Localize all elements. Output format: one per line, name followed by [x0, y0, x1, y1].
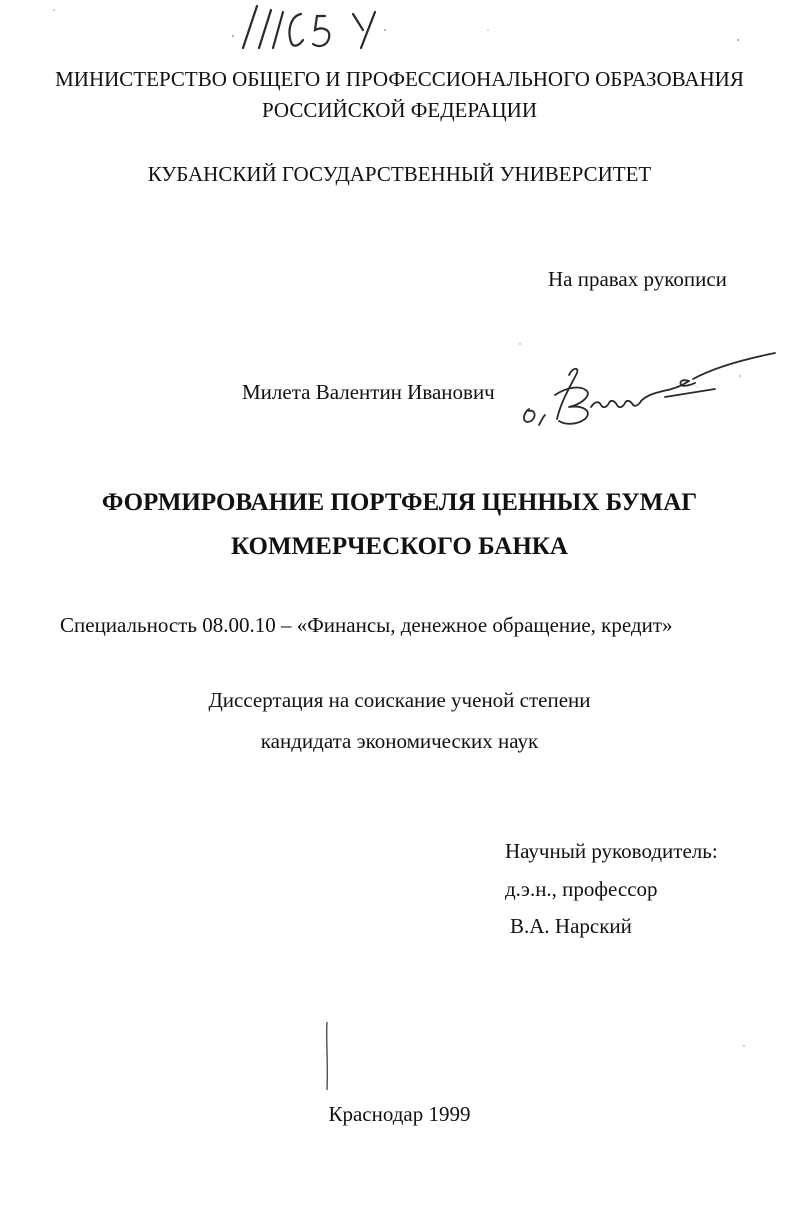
university-name: КУБАНСКИЙ ГОСУДАРСТВЕННЫЙ УНИВЕРСИТЕТ [147, 162, 652, 186]
specialty: Специальность 08.00.10 – «Финансы, денежное обращение, кредит» [60, 613, 673, 637]
dissertation-title-line-1: ФОРМИРОВАНИЕ ПОРТФЕЛЯ ЦЕННЫХ БУМАГ [101, 489, 698, 516]
manuscript-rights-note: На правах рукописи [548, 267, 727, 291]
author-name: Милета Валентин Иванович [242, 380, 495, 404]
city-year: Краснодар 1999 [328, 1102, 471, 1126]
ministry-line-2: РОССИЙСКОЙ ФЕДЕРАЦИИ [262, 98, 537, 122]
supervisor-label: Научный руководитель: [505, 839, 718, 863]
dissertation-title-line-2: КОММЕРЧЕСКОГО БАНКА [231, 533, 568, 560]
ministry-line-1: МИНИСТЕРСТВО ОБЩЕГО И ПРОФЕССИОНАЛЬНОГО ОБРАЗОВАНИЯ [55, 67, 744, 91]
supervisor-degree: д.э.н., профессор [505, 877, 658, 901]
dissertation-purpose-line-1: Диссертация на соискание ученой степени [208, 688, 591, 712]
dissertation-purpose-line-2: кандидата экономических наук [260, 729, 539, 753]
supervisor-name: В.А. Нарский [510, 914, 632, 938]
